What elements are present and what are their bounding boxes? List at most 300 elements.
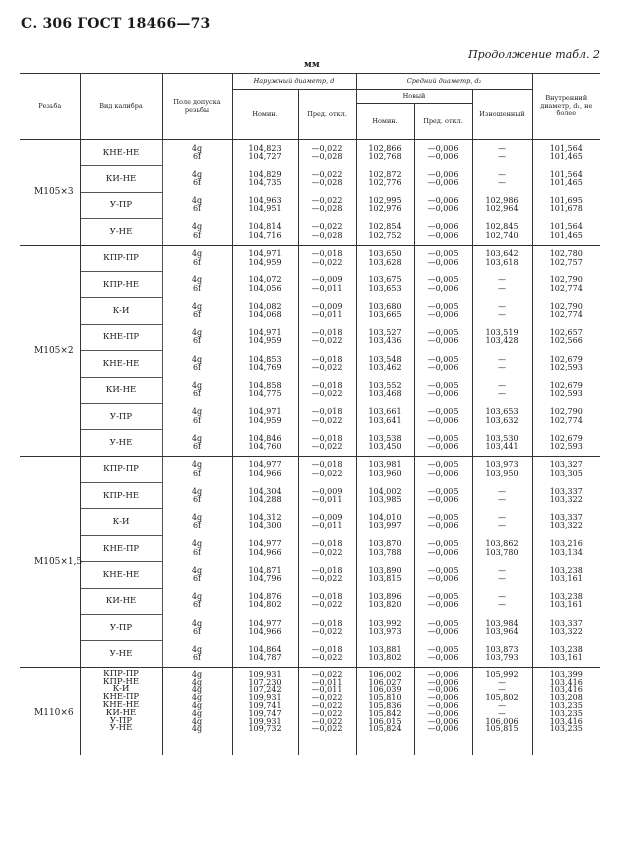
d1-cell bbox=[532, 456, 600, 482]
d2-nominal-cell bbox=[356, 245, 414, 271]
d1-value: 101,465 bbox=[549, 178, 583, 188]
d1-cell bbox=[532, 166, 600, 192]
tolerance-value: 4g bbox=[191, 724, 203, 734]
d2-deviation-cell bbox=[414, 351, 472, 377]
tolerance-value: 6f bbox=[192, 415, 202, 425]
worn-cell bbox=[472, 298, 532, 324]
d2-nominal-value: 103,881 bbox=[368, 644, 402, 654]
d1-value: 103,238 bbox=[549, 592, 583, 602]
d2-deviation-cell bbox=[414, 535, 472, 561]
d1-value: 103,216 bbox=[549, 539, 583, 549]
table-row bbox=[20, 615, 600, 641]
d1-value: 102,679 bbox=[549, 381, 583, 390]
d-deviation-value: —0,022 bbox=[311, 196, 343, 206]
d2-nominal-value: 103,985 bbox=[368, 494, 402, 504]
d2-nominal-cell bbox=[356, 403, 414, 429]
d-nominal-value: 104,858 bbox=[248, 381, 282, 390]
tolerance-cell bbox=[162, 245, 232, 271]
worn-value: 102,845 bbox=[485, 222, 519, 232]
d-deviation-value: —0,011 bbox=[311, 685, 343, 695]
d2-deviation-value: —0,006 bbox=[427, 468, 459, 478]
d1-value: 102,790 bbox=[549, 301, 583, 311]
gauge-type: КНЕ-НЕ bbox=[80, 351, 162, 377]
d2-nominal-value: 103,661 bbox=[368, 407, 402, 417]
d2-deviation-value: —0,005 bbox=[427, 565, 459, 575]
col-inner-diameter: Внутренний диаметр, d₁, не более bbox=[532, 74, 600, 140]
d1-value: 103,161 bbox=[549, 600, 583, 610]
d2-nominal-value: 102,752 bbox=[368, 230, 402, 240]
worn-cell bbox=[472, 562, 532, 588]
gauge-type: У-ПР bbox=[80, 192, 162, 218]
unit-label: мм bbox=[304, 60, 320, 70]
d-nominal-cell bbox=[232, 351, 298, 377]
d-nominal-value: 104,971 bbox=[248, 407, 282, 417]
d2-deviation-value: —0,006 bbox=[427, 626, 459, 636]
d-deviation-cell bbox=[298, 219, 356, 245]
gauge-type: К-И bbox=[80, 298, 162, 324]
d2-deviation-cell bbox=[414, 377, 472, 403]
d-deviation-value: —0,009 bbox=[311, 301, 343, 311]
tolerance-cell bbox=[162, 219, 232, 245]
worn-value: 103,793 bbox=[485, 652, 519, 662]
d2-deviation-value: —0,006 bbox=[427, 178, 459, 188]
tolerance-value: 6f bbox=[192, 257, 202, 267]
d-nominal-value: 104,971 bbox=[248, 249, 282, 259]
tolerance-value: 4g bbox=[191, 565, 203, 575]
table-row bbox=[20, 351, 600, 377]
table-row bbox=[20, 377, 600, 403]
d2-deviation-value: —0,006 bbox=[427, 143, 459, 153]
tolerance-value: 4g bbox=[191, 196, 203, 206]
tolerance-value: 4g bbox=[191, 486, 203, 496]
d1-value: 103,416 bbox=[549, 685, 583, 695]
d-nominal-cell bbox=[232, 403, 298, 429]
d2-deviation-value: —0,006 bbox=[427, 441, 459, 451]
tolerance-cell bbox=[162, 140, 232, 166]
d-nominal-cell bbox=[232, 166, 298, 192]
worn-cell bbox=[472, 403, 532, 429]
tolerance-value: 4g bbox=[191, 301, 203, 311]
d2-deviation-value: —0,006 bbox=[427, 222, 459, 232]
d2-deviation-value: —0,005 bbox=[427, 275, 459, 285]
d2-nominal-value: 103,896 bbox=[368, 592, 402, 602]
d2-nominal-value: 103,538 bbox=[368, 433, 402, 443]
d2-nominal-value: 104,002 bbox=[368, 486, 402, 496]
d2-deviation-value: —0,005 bbox=[427, 249, 459, 259]
worn-value: 103,642 bbox=[485, 249, 519, 259]
d-deviation-cell bbox=[298, 403, 356, 429]
worn-cell bbox=[472, 245, 532, 271]
d2-nominal-value: 102,995 bbox=[368, 196, 402, 206]
d2-nominal-value: 103,641 bbox=[368, 415, 402, 425]
d-nominal-value: 104,735 bbox=[248, 178, 282, 188]
tolerance-value: 6f bbox=[192, 362, 202, 372]
tolerance-value: 6f bbox=[192, 626, 202, 636]
tolerance-value: 4g bbox=[191, 693, 203, 703]
d2-deviation-cell bbox=[414, 192, 472, 218]
d1-cell bbox=[532, 509, 600, 535]
gauge-type-value: КНЕ-ПР bbox=[102, 692, 140, 703]
d-deviation-value: —0,022 bbox=[311, 362, 343, 372]
d2-nominal-value: 105,810 bbox=[368, 693, 402, 703]
d2-deviation-value: —0,006 bbox=[427, 724, 459, 734]
d2-deviation-value: —0,006 bbox=[427, 494, 459, 504]
d1-value: 103,399 bbox=[549, 669, 583, 679]
d1-value: 103,305 bbox=[549, 468, 583, 478]
d2-deviation-value: —0,005 bbox=[427, 539, 459, 549]
d-deviation-cell bbox=[298, 430, 356, 456]
tolerance-cell bbox=[162, 588, 232, 614]
d-deviation-value: —0,022 bbox=[311, 415, 343, 425]
gauge-type-value: КИ-НЕ bbox=[105, 707, 137, 718]
worn-value: — bbox=[498, 143, 507, 153]
tolerance-value: 4g bbox=[191, 143, 203, 153]
worn-cell bbox=[472, 140, 532, 166]
tolerance-cell bbox=[162, 324, 232, 350]
table-row bbox=[20, 456, 600, 482]
tolerance-value: 4g bbox=[191, 539, 203, 549]
d-nominal-cell bbox=[232, 377, 298, 403]
tolerance-value: 4g bbox=[191, 669, 203, 679]
d2-nominal-value: 106,015 bbox=[368, 716, 402, 726]
d1-value: 102,774 bbox=[549, 310, 583, 320]
d2-nominal-value: 106,027 bbox=[368, 677, 402, 687]
worn-value: — bbox=[498, 494, 507, 504]
d-deviation-value: —0,009 bbox=[311, 512, 343, 522]
d-deviation-value: —0,018 bbox=[311, 354, 343, 364]
tolerance-cell bbox=[162, 509, 232, 535]
d2-nominal-cell bbox=[356, 192, 414, 218]
d-nominal-value: 104,769 bbox=[248, 362, 282, 372]
d1-cell bbox=[532, 403, 600, 429]
worn-value: — bbox=[498, 310, 507, 320]
worn-value: — bbox=[498, 565, 507, 575]
d1-cell bbox=[532, 245, 600, 271]
d2-deviation-cell bbox=[414, 219, 472, 245]
worn-value: — bbox=[498, 512, 507, 522]
d-nominal-value: 107,230 bbox=[248, 677, 282, 687]
d-nominal-value: 104,814 bbox=[248, 222, 282, 232]
d2-deviation-cell bbox=[414, 271, 472, 297]
tolerance-value: 4g bbox=[191, 222, 203, 232]
d2-deviation-value: —0,006 bbox=[427, 573, 459, 583]
d1-value: 103,337 bbox=[549, 512, 583, 522]
d2-nominal-value: 103,552 bbox=[368, 381, 402, 390]
worn-cell bbox=[472, 192, 532, 218]
d-nominal-cell bbox=[232, 298, 298, 324]
d-deviation-cell bbox=[298, 377, 356, 403]
thread-size: М110×6 bbox=[20, 667, 80, 755]
tolerance-value: 6f bbox=[192, 468, 202, 478]
d2-deviation-value: —0,006 bbox=[427, 336, 459, 346]
d1-value: 103,416 bbox=[549, 716, 583, 726]
d2-nominal-value: 103,820 bbox=[368, 600, 402, 610]
d-deviation-value: —0,022 bbox=[311, 600, 343, 610]
d2-nominal-cell bbox=[356, 456, 414, 482]
tolerance-value: 4g bbox=[191, 677, 203, 687]
d2-nominal-value: 102,872 bbox=[368, 169, 402, 179]
d-nominal-cell bbox=[232, 615, 298, 641]
gauge-type: К-И bbox=[80, 509, 162, 535]
col-thread: Резьба bbox=[20, 74, 80, 140]
d2-deviation-value: —0,005 bbox=[427, 301, 459, 311]
gauge-type: КПР-НЕ bbox=[80, 271, 162, 297]
d2-deviation-value: —0,006 bbox=[427, 677, 459, 687]
d-deviation-cell bbox=[298, 140, 356, 166]
gauge-type: У-ПР bbox=[80, 615, 162, 641]
d1-value: 103,235 bbox=[549, 701, 583, 710]
worn-cell bbox=[472, 535, 532, 561]
gauge-type: КНЕ-НЕ bbox=[80, 562, 162, 588]
tolerance-value: 4g bbox=[191, 592, 203, 602]
worn-value: 103,441 bbox=[485, 441, 519, 451]
d2-nominal-value: 103,973 bbox=[368, 626, 402, 636]
gauge-dimensions-table bbox=[20, 73, 600, 755]
worn-value: — bbox=[498, 592, 507, 602]
d1-value: 103,322 bbox=[549, 521, 583, 531]
d2-nominal-cell bbox=[356, 588, 414, 614]
worn-value: — bbox=[498, 169, 507, 179]
table-row bbox=[20, 298, 600, 324]
d2-nominal-value: 103,815 bbox=[368, 573, 402, 583]
tolerance-cell bbox=[162, 615, 232, 641]
worn-value: 103,530 bbox=[485, 433, 519, 443]
worn-cell bbox=[472, 509, 532, 535]
d2-deviation-value: —0,005 bbox=[427, 328, 459, 338]
d-deviation-cell bbox=[298, 298, 356, 324]
tolerance-cell bbox=[162, 430, 232, 456]
d2-deviation-cell bbox=[414, 456, 472, 482]
d-deviation-value: —0,022 bbox=[311, 724, 343, 734]
d2-nominal-value: 102,776 bbox=[368, 178, 402, 188]
tolerance-value: 6f bbox=[192, 573, 202, 583]
d2-nominal-value: 103,870 bbox=[368, 539, 402, 549]
table-row bbox=[20, 667, 600, 755]
d2-deviation-value: —0,005 bbox=[427, 644, 459, 654]
gauge-type-value: КПР-ПР bbox=[103, 668, 139, 679]
d1-value: 103,161 bbox=[549, 573, 583, 583]
tolerance-cell bbox=[162, 377, 232, 403]
d2-nominal-value: 106,039 bbox=[368, 685, 402, 695]
d-nominal-value: 104,796 bbox=[248, 573, 282, 583]
worn-value: — bbox=[498, 708, 507, 718]
d-deviation-value: —0,022 bbox=[311, 468, 343, 478]
d-nominal-value: 104,787 bbox=[248, 652, 282, 662]
worn-value: — bbox=[498, 354, 507, 364]
worn-value: — bbox=[498, 275, 507, 285]
worn-value: 102,986 bbox=[485, 196, 519, 206]
d-nominal-value: 104,959 bbox=[248, 415, 282, 425]
d1-value: 103,322 bbox=[549, 626, 583, 636]
d1-cell bbox=[532, 377, 600, 403]
tolerance-value: 6f bbox=[192, 521, 202, 531]
d-nominal-value: 104,977 bbox=[248, 539, 282, 549]
gauge-type-value: У-НЕ bbox=[109, 723, 133, 734]
d2-deviation-cell bbox=[414, 140, 472, 166]
worn-cell bbox=[472, 456, 532, 482]
d-nominal-value: 104,802 bbox=[248, 600, 282, 610]
tolerance-value: 4g bbox=[191, 275, 203, 285]
d-nominal-value: 104,304 bbox=[248, 486, 282, 496]
d-deviation-value: —0,018 bbox=[311, 249, 343, 259]
tolerance-cell bbox=[162, 403, 232, 429]
thread-size: М105×3 bbox=[20, 140, 80, 246]
d2-deviation-value: —0,006 bbox=[427, 151, 459, 161]
worn-cell bbox=[472, 377, 532, 403]
d2-deviation-value: —0,005 bbox=[427, 381, 459, 390]
d1-value: 103,238 bbox=[549, 565, 583, 575]
tolerance-value: 6f bbox=[192, 547, 202, 557]
d-deviation-value: —0,018 bbox=[311, 592, 343, 602]
d1-value: 102,774 bbox=[549, 415, 583, 425]
tolerance-value: 6f bbox=[192, 336, 202, 346]
tolerance-value: 4g bbox=[191, 249, 203, 259]
d2-nominal-cell bbox=[356, 483, 414, 509]
table-row bbox=[20, 535, 600, 561]
d1-cell bbox=[532, 667, 600, 755]
tolerance-value: 4g bbox=[191, 169, 203, 179]
d2-deviation-cell bbox=[414, 298, 472, 324]
gauge-type: КИ-НЕ bbox=[80, 377, 162, 403]
table-row bbox=[20, 192, 600, 218]
d-deviation-cell bbox=[298, 509, 356, 535]
d-deviation-cell bbox=[298, 535, 356, 561]
d2-nominal-cell bbox=[356, 562, 414, 588]
d-nominal-value: 104,951 bbox=[248, 204, 282, 214]
d-nominal-cell bbox=[232, 483, 298, 509]
d1-cell bbox=[532, 535, 600, 561]
gauge-type-value: КНЕ-НЕ bbox=[102, 700, 140, 710]
d1-value: 102,757 bbox=[549, 257, 583, 267]
d-nominal-cell bbox=[232, 456, 298, 482]
worn-value: — bbox=[498, 362, 507, 372]
worn-value: 103,984 bbox=[485, 618, 519, 628]
d2-nominal-cell bbox=[356, 351, 414, 377]
d-deviation-value: —0,011 bbox=[311, 677, 343, 687]
d-nominal-value: 104,716 bbox=[248, 230, 282, 240]
gauge-type-value: К-И bbox=[112, 684, 130, 695]
d1-value: 102,593 bbox=[549, 441, 583, 451]
worn-value: 102,964 bbox=[485, 204, 519, 214]
thread-size: М105×2 bbox=[20, 245, 80, 456]
worn-cell bbox=[472, 667, 532, 755]
worn-value: — bbox=[498, 389, 507, 399]
d2-nominal-value: 102,866 bbox=[368, 143, 402, 153]
d-deviation-value: —0,022 bbox=[311, 652, 343, 662]
tolerance-value: 4g bbox=[191, 354, 203, 364]
d-nominal-value: 104,966 bbox=[248, 468, 282, 478]
d1-cell bbox=[532, 588, 600, 614]
d2-nominal-value: 103,527 bbox=[368, 328, 402, 338]
worn-value: 103,653 bbox=[485, 407, 519, 417]
d-nominal-cell bbox=[232, 271, 298, 297]
d1-value: 102,780 bbox=[549, 249, 583, 259]
d1-value: 102,790 bbox=[549, 275, 583, 285]
d-deviation-value: —0,022 bbox=[311, 701, 343, 710]
d2-deviation-cell bbox=[414, 562, 472, 588]
table-row bbox=[20, 219, 600, 245]
d2-deviation-value: —0,006 bbox=[427, 652, 459, 662]
d2-deviation-value: —0,005 bbox=[427, 460, 459, 470]
d-nominal-value: 104,312 bbox=[248, 512, 282, 522]
d2-nominal-value: 103,680 bbox=[368, 301, 402, 311]
d-deviation-cell bbox=[298, 192, 356, 218]
d2-nominal-value: 103,628 bbox=[368, 257, 402, 267]
table-row bbox=[20, 588, 600, 614]
d2-deviation-value: —0,006 bbox=[427, 362, 459, 372]
col-d2-deviation: Пред. откл. bbox=[414, 104, 472, 140]
col-d-deviation: Пред. откл. bbox=[298, 90, 356, 140]
d2-nominal-value: 103,468 bbox=[368, 389, 402, 399]
d1-cell bbox=[532, 430, 600, 456]
d1-value: 102,593 bbox=[549, 389, 583, 399]
d1-value: 102,679 bbox=[549, 433, 583, 443]
d2-nominal-cell bbox=[356, 615, 414, 641]
d1-value: 102,790 bbox=[549, 407, 583, 417]
d2-deviation-value: —0,006 bbox=[427, 283, 459, 293]
d2-deviation-cell bbox=[414, 430, 472, 456]
worn-value: — bbox=[498, 701, 507, 710]
d-deviation-cell bbox=[298, 245, 356, 271]
d-deviation-value: —0,018 bbox=[311, 644, 343, 654]
d2-deviation-cell bbox=[414, 641, 472, 667]
d-deviation-value: —0,018 bbox=[311, 539, 343, 549]
d-deviation-cell bbox=[298, 588, 356, 614]
tolerance-cell bbox=[162, 667, 232, 755]
col-d-nominal: Номин. bbox=[232, 90, 298, 140]
d2-deviation-value: —0,006 bbox=[427, 310, 459, 320]
d-nominal-cell bbox=[232, 562, 298, 588]
worn-value: — bbox=[498, 178, 507, 188]
tolerance-value: 4g bbox=[191, 433, 203, 443]
col-new: Новый bbox=[356, 90, 472, 104]
gauge-type: У-НЕ bbox=[80, 219, 162, 245]
d-nominal-value: 104,082 bbox=[248, 301, 282, 311]
d-deviation-cell bbox=[298, 166, 356, 192]
d1-value: 102,657 bbox=[549, 328, 583, 338]
d1-value: 103,235 bbox=[549, 708, 583, 718]
worn-value: — bbox=[498, 381, 507, 390]
col-d2-nominal: Номин. bbox=[356, 104, 414, 140]
d-deviation-value: —0,022 bbox=[311, 716, 343, 726]
d2-deviation-value: —0,005 bbox=[427, 512, 459, 522]
worn-value: 103,964 bbox=[485, 626, 519, 636]
d2-nominal-value: 103,665 bbox=[368, 310, 402, 320]
d-nominal-value: 104,056 bbox=[248, 283, 282, 293]
d2-deviation-value: —0,006 bbox=[427, 547, 459, 557]
d-nominal-cell bbox=[232, 324, 298, 350]
d2-deviation-value: —0,006 bbox=[427, 693, 459, 703]
thread-size: М105×1,5 bbox=[20, 456, 80, 667]
d-nominal-value: 104,775 bbox=[248, 389, 282, 399]
gauge-type: КПР-НЕ bbox=[80, 483, 162, 509]
d-nominal-value: 109,747 bbox=[248, 708, 282, 718]
d2-nominal-cell bbox=[356, 430, 414, 456]
d-nominal-value: 104,977 bbox=[248, 460, 282, 470]
d-nominal-cell bbox=[232, 219, 298, 245]
d2-nominal-value: 103,675 bbox=[368, 275, 402, 285]
d-nominal-value: 104,966 bbox=[248, 547, 282, 557]
d-nominal-value: 104,871 bbox=[248, 565, 282, 575]
d2-nominal-cell bbox=[356, 271, 414, 297]
d2-nominal-value: 103,450 bbox=[368, 441, 402, 451]
d-nominal-value: 104,971 bbox=[248, 328, 282, 338]
d2-nominal-value: 103,960 bbox=[368, 468, 402, 478]
d-nominal-cell bbox=[232, 430, 298, 456]
col-tolerance: Поле допуска резьбы bbox=[162, 74, 232, 140]
worn-cell bbox=[472, 588, 532, 614]
worn-cell bbox=[472, 219, 532, 245]
